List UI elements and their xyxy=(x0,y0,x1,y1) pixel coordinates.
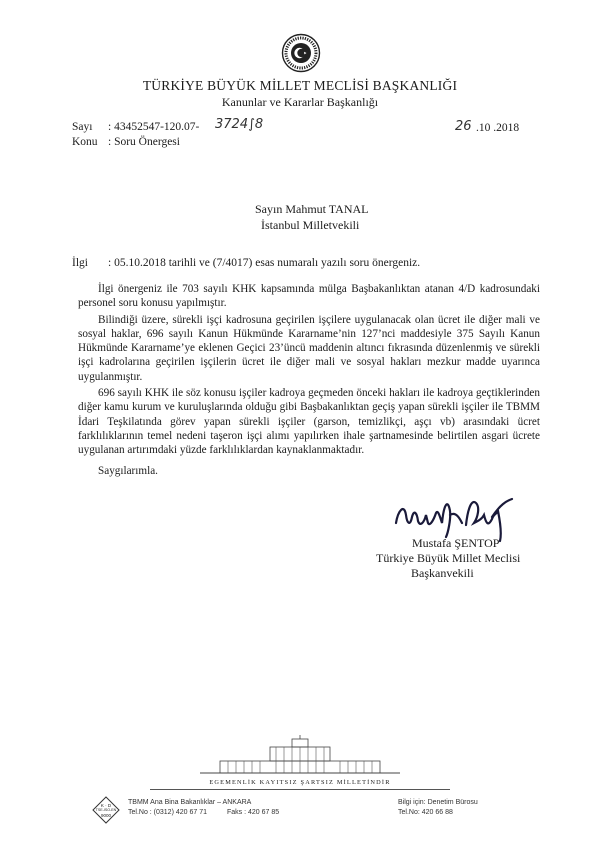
footer-motto: EGEMENLİK KAYITSIZ ŞARTSIZ MİLLETİNDİR xyxy=(209,779,391,786)
footer-fax: Faks : 420 67 85 xyxy=(227,809,280,816)
parliament-building-icon xyxy=(200,735,400,775)
institution-title: TÜRKİYE BÜYÜK MİLLET MECLİSİ BAŞKANLIĞI xyxy=(142,78,458,93)
closing: Saygılarımla. xyxy=(98,464,158,477)
footer-rule xyxy=(150,789,450,790)
signatory-name: Mustafa ŞENTOP xyxy=(412,536,500,550)
paragraph: İlgi önergeniz ile 703 sayılı KHK kapsamında mülga Başbakanlıktan atanan 4/D kadrosundaki personel soru konusu yapılmıştır. xyxy=(78,283,540,310)
sayi-value: : 43452547-120.07- xyxy=(108,121,200,133)
paragraph: Bilindiği üzere, sürekli işçi kadrosuna geçirilen işçilere uygulanacak olan ücret ile diğer mali ve sosyal haklar, 696 sayılı Kanun Hükmünde Kararname’nin 127’nci maddesiyle 375 Sayılı Kanun Hükmünde Kararname’ye eklenen Geçici 23’üncü maddenin altıncı fıkrasında düzenlenmiş ve sürekli işçi kadrolarına geçirilen işçilerin ücret ile diğer mali ve sosyal hakları mezkur madde uyarınca uygulanmıştır. xyxy=(78,313,540,383)
recipient-title: İstanbul Milletvekili xyxy=(261,218,360,232)
date-handwritten: 26 xyxy=(455,119,472,134)
badge-line-3: 9000 xyxy=(100,813,111,818)
sayi-label: Sayı xyxy=(72,121,93,133)
footer-tel: Tel.No : (0312) 420 67 71 xyxy=(128,809,207,816)
letter-body xyxy=(78,282,540,480)
footer-address: TBMM Ana Bina Bakanlıklar – ANKARA xyxy=(128,799,252,806)
signatory-organization: Türkiye Büyük Millet Meclisi xyxy=(376,551,521,565)
certification-badge xyxy=(92,796,120,824)
ilgi-label: İlgi xyxy=(72,257,88,269)
signatory-title: Başkanvekili xyxy=(411,566,474,580)
department-title: Kanunlar ve Kararlar Başkanlığı xyxy=(221,95,379,109)
badge-line-1: K · D xyxy=(100,803,112,808)
recipient-name: Sayın Mahmut TANAL xyxy=(255,202,369,216)
footer-info-tel: Tel.No: 420 66 88 xyxy=(398,809,453,816)
sayi-handwritten: 3724∫8 xyxy=(215,117,264,132)
paragraph: 696 sayılı KHK ile söz konusu işçiler kadroya geçmeden önceki hakları ile kadroya geçtiklerinden diğer kamu kurum ve kuruluşlarında olduğu gibi Başbakanlıktan geçiş yapan sürekli işçiler ile TBMM İdari Teşkilatında görev yapan sürekli işçiler (garson, temizlikçi, aşçı vb) arasındaki ücret farklılıklarının temel nedeni taşeron işçi alımı yapılırken ihale şartnamesinde belirtilen asgari ücrete uygulanan artırımdaki yüzde farklılıklardan kaynaklanmaktadır. xyxy=(78,387,540,457)
footer-info-label: Bilgi için: Denetim Bürosu xyxy=(398,799,478,806)
date-printed: .10 .2018 xyxy=(476,122,520,134)
tbmm-emblem-icon xyxy=(281,33,321,73)
badge-line-2: TSE-ISO-EN xyxy=(95,808,117,812)
konu-value: : Soru Önergesi xyxy=(108,136,180,148)
ilgi-text: : 05.10.2018 tarihli ve (7/4017) esas numaralı yazılı soru önergeniz. xyxy=(108,257,421,269)
konu-label: Konu xyxy=(72,136,98,148)
